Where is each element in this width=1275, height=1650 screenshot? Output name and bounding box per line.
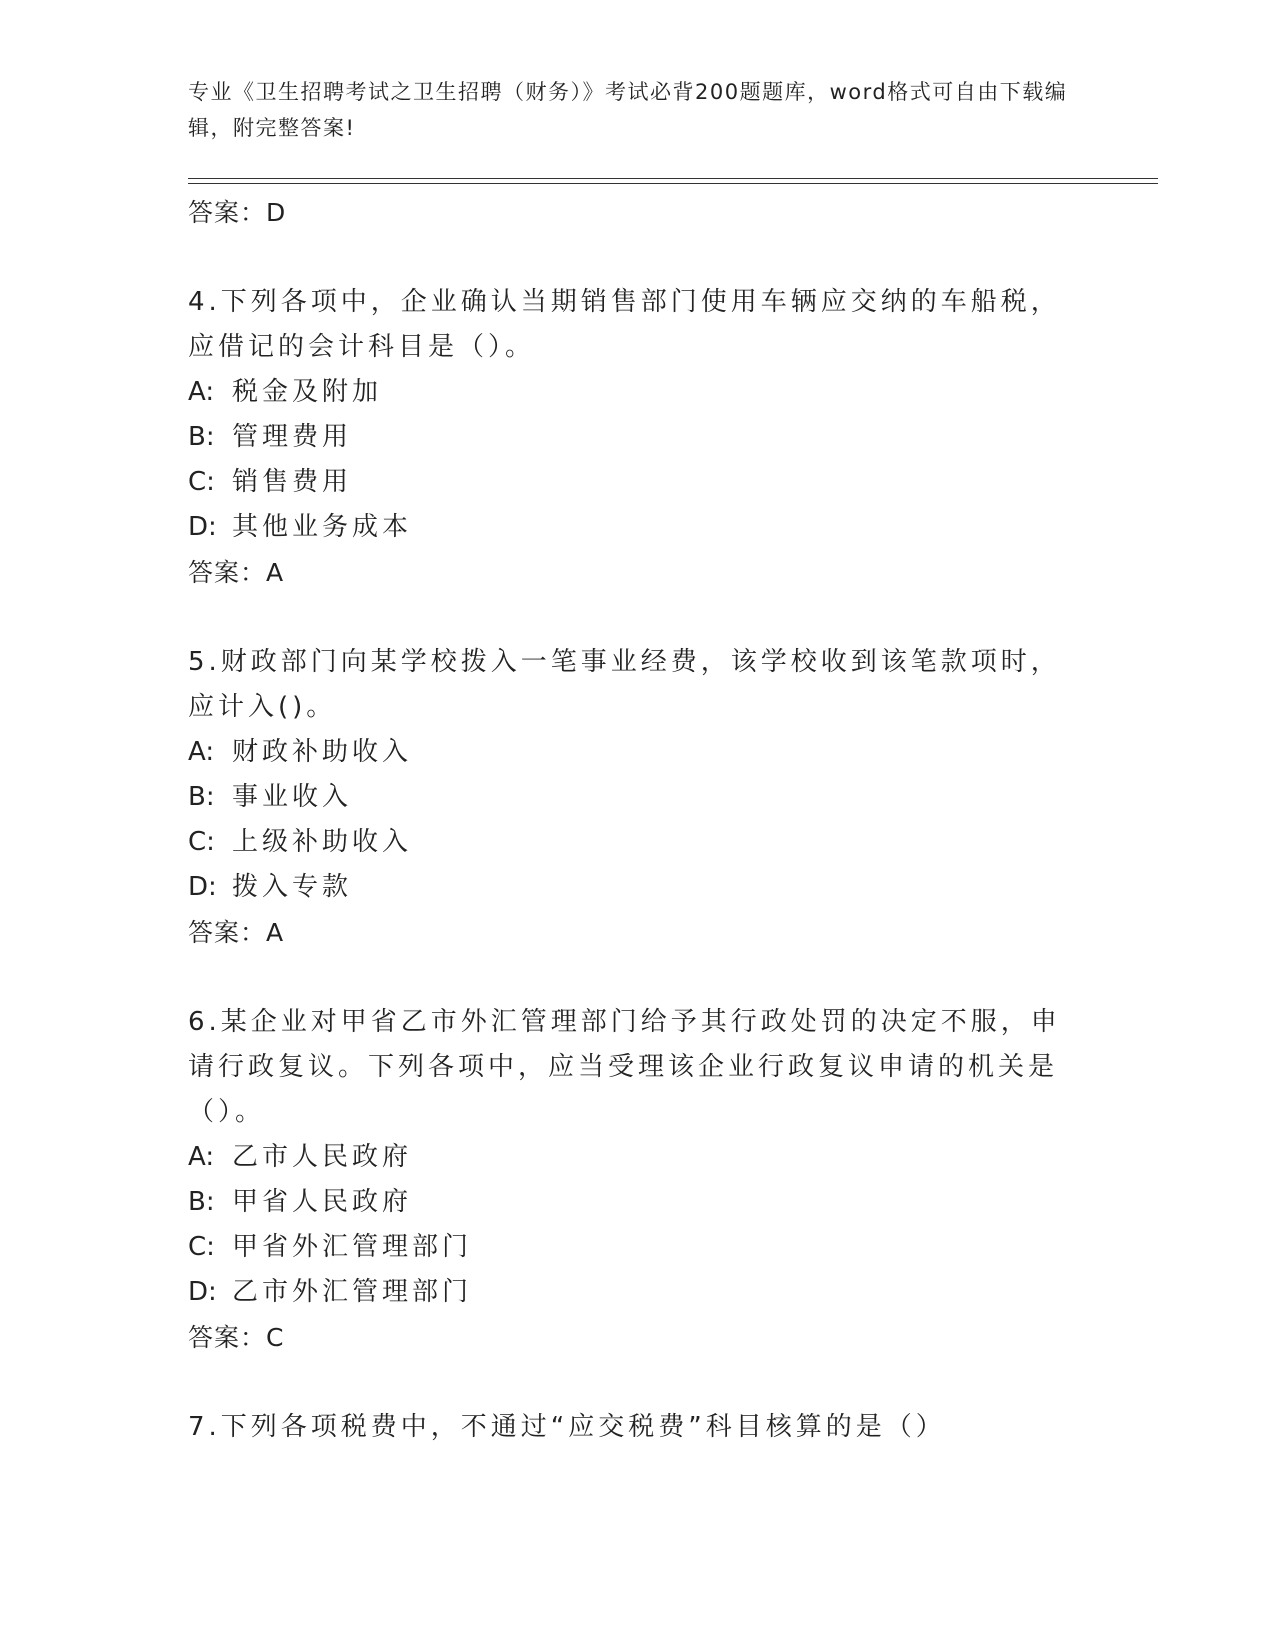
option-b	[188, 775, 1068, 820]
option-c	[188, 460, 1068, 505]
option-text: 乙市外汇管理部门	[232, 1277, 473, 1307]
option-key: C:	[188, 827, 215, 857]
option-key: B:	[188, 1187, 215, 1217]
answer-line: 答案：A	[188, 918, 285, 947]
question-stem: 7.下列各项税费中，不通过“应交税费”科目核算的是（）	[188, 1412, 946, 1442]
previous-answer: 答案：D	[188, 198, 287, 227]
option-key: D:	[188, 512, 217, 542]
header-divider-secondary	[188, 183, 1158, 184]
answer-line: 答案：C	[188, 1323, 285, 1352]
option-b	[188, 415, 1068, 460]
header-divider	[188, 178, 1158, 179]
option-text: 甲省外汇管理部门	[232, 1232, 473, 1262]
option-key: C:	[188, 1232, 215, 1262]
option-key: A:	[188, 1142, 215, 1172]
option-c	[188, 820, 1068, 865]
option-a	[188, 370, 1068, 415]
option-d	[188, 1270, 1068, 1315]
option-text: 甲省人民政府	[232, 1187, 413, 1217]
option-key: A:	[188, 377, 215, 407]
option-text: 乙市人民政府	[232, 1142, 413, 1172]
question-list	[188, 190, 1068, 1450]
option-key: D:	[188, 1277, 217, 1307]
option-text: 销售费用	[232, 467, 353, 497]
option-d	[188, 865, 1068, 910]
option-b	[188, 1180, 1068, 1225]
option-text: 其他业务成本	[232, 512, 413, 542]
question-stem: 6.某企业对甲省乙市外汇管理部门给予其行政处罚的决定不服，申请行政复议。下列各项中，应当受理该企业行政复议申请的机关是（）。	[188, 1007, 1061, 1127]
question-stem: 5.财政部门向某学校拨入一笔事业经费，该学校收到该笔款项时，应计入()。	[188, 647, 1061, 722]
answer-line: 答案：A	[188, 558, 285, 587]
option-text: 拨入专款	[232, 872, 353, 902]
option-key: A:	[188, 737, 215, 767]
option-key: B:	[188, 782, 215, 812]
option-key: B:	[188, 422, 215, 452]
question-stem: 4.下列各项中，企业确认当期销售部门使用车辆应交纳的车船税，应借记的会计科目是（）。	[188, 287, 1061, 362]
option-text: 管理费用	[232, 422, 353, 452]
option-key: D:	[188, 872, 217, 902]
option-a	[188, 730, 1068, 775]
option-text: 税金及附加	[232, 377, 383, 407]
option-text: 上级补助收入	[232, 827, 413, 857]
document-header: 专业《卫生招聘考试之卫生招聘（财务）》考试必背200题题库，word格式可自由下载编辑，附完整答案!	[188, 80, 1068, 140]
option-text: 事业收入	[232, 782, 353, 812]
option-text: 财政补助收入	[232, 737, 413, 767]
option-a	[188, 1135, 1068, 1180]
option-key: C:	[188, 467, 215, 497]
option-d	[188, 505, 1068, 550]
option-c	[188, 1225, 1068, 1270]
